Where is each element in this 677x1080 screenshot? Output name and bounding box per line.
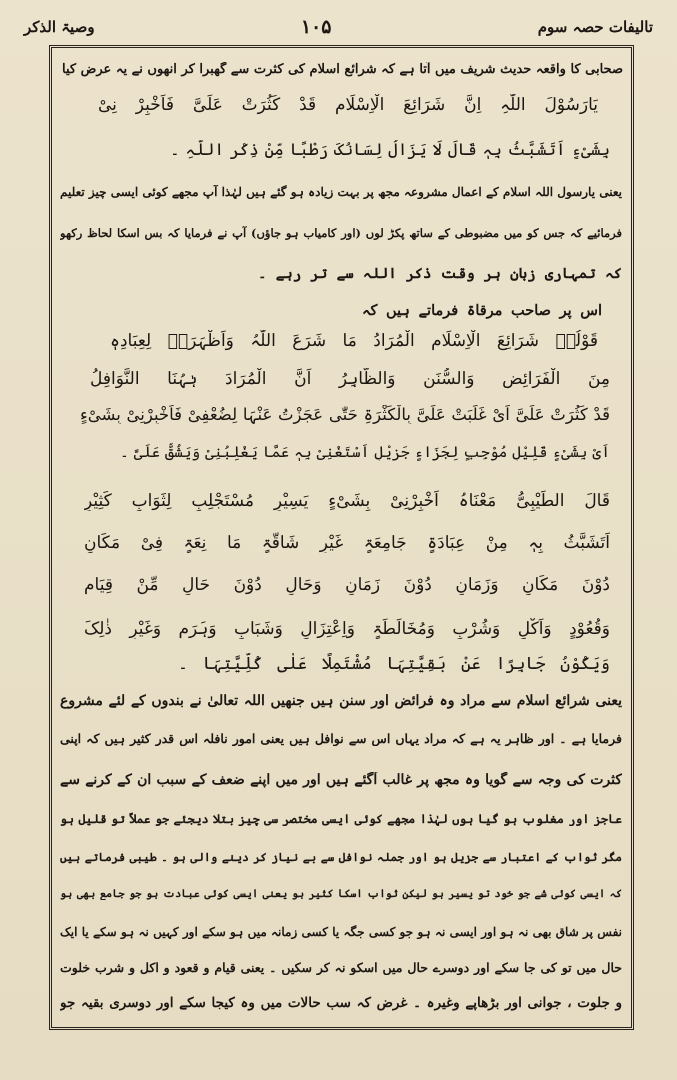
header-section-title: وصیۃ الذکر — [24, 18, 95, 36]
text-line: کہ ایسی کوئی شے جو خود تو یسیر ہو لیکن ثواب اسکا کثیر ہو یعنی ایسی کوئی عبادت ہو جو جامع بھی ہو — [60, 888, 622, 900]
text-line: و جلوت ، جوانی اور بڑھاپے وغیرہ ۔ غرض کہ سب حالات میں وہ کیجا سکے اور دوسری بقیہ جو — [60, 995, 622, 1011]
arabic-line: اَیْ بِشَیْءٍ قَلِیْلٍ مُوْجِبٍ لِجَزَاءٍ جَزِیْلٍ اَسْتَغْنِیْ بِہٖ عَمَّا یَغْلِبُنِیْ وَیَشُقُّ عَلَیَّ ۔ — [120, 443, 610, 461]
text-line: مگر ثواب کے اعتبار سے جزیل ہو اور جملہ نوافل سے بے نیاز کر دینے والی ہو ۔ طیبی فرماتے ہیں — [60, 850, 622, 864]
text-line: حال میں تو کی جا سکے اور دوسرے حال میں اسکو نہ کر سکیں ۔ یعنی قیام و قعود و اکل و شرب خلوت — [60, 960, 622, 975]
arabic-line: بِشَیْءٍ اَتَشَبَّثُ بِہٖ قَالَ لَا یَزَالُ لِسَانُکَ رَطْبًا مِّنْ ذِکْرِ اللّٰہِ ۔ — [170, 140, 610, 159]
arabic-line: یَارَسُوْلَ اللّٰہِ اِنَّ شَرَائِعَ الْاِسْلَامِ قَدْ کَثُرَتْ عَلَیَّ فَاَخْبِرْ نِیْ — [98, 95, 598, 115]
text-line: فرمائیے کہ جس کو میں مضبوطی کے ساتھ پکڑ لوں (اور کامیاب ہو جاؤں) آپ نے فرمایا کہ بس اسکا لحاظ رکھو — [60, 226, 622, 240]
text-line: کہ تمہاری زبان ہر وقت ذکر اللہ سے تر رہے ۔ — [258, 265, 622, 282]
arabic-line: وَیَکُوْنُ جَابِرًا عَنْ بَقِیَّتِہَا مُشْتَمِلًا عَلٰی کُلِّیَّتِہَا ۔ — [178, 654, 610, 674]
arabic-line: قَالَ الطِّیْبِیُّ مَعْنَاہُ اَخْبِرْنِیْ بِشَیْءٍ یَسِیْرٍ مُسْتَجْلِبٍ لِثَوَابٍ کَثِیْرٍ — [84, 491, 610, 511]
arabic-line: قَدْ کَثُرَتْ عَلَیَّ اَیْ غَلَبَتْ عَلَیَّ بِالْکَثْرَۃِ حَتّٰی عَجَزْتُ عَنْہَا لِضُعْفِیْ فَاَخْبِرْنِیْ بِشَیْءٍ — [80, 405, 610, 424]
header-book-title: تالیفات حصہ سوم — [537, 18, 653, 36]
arabic-line: دُوْنَ مَکَانٍ وَزَمَانٍ دُوْنَ زَمَانٍ وَحَالٍ دُوْنَ حَالٍ مِّنْ قِیَامٍ — [84, 575, 610, 595]
text-line: یعنی یارسول اللہ اسلام کے اعمال مشروعہ مجھ پر بہت زیادہ ہو گئے ہیں لہٰذا آپ مجھے کوئی ایسی چیز تعلیم — [60, 185, 622, 199]
text-line: کثرت کی وجہ سے گویا وہ مجھ پر غالب آگئے ہیں اور میں اپنے ضعف کے سبب ان کے کرنے سے — [60, 772, 622, 788]
arabic-line: مِنَ الْفَرَائِضِ وَالسُّنَنِ وَالظَّاہِرُ اَنَّ الْمُرَادَ ہٰہُنَا النَّوَافِلُ — [90, 369, 610, 389]
text-line: نفس پر شاق بھی نہ ہو اور ایسی نہ ہو جو کسی جگہ یا کسی زمانہ میں ہو سکے اور کہیں نہ ہو سکے یا ایک — [60, 925, 622, 939]
page-number: ۱۰۵ — [300, 16, 332, 38]
arabic-line: قَوْلُہٗ شَرَائِعَ الْاِسْلَامِ الْمُرَادُ مَا شَرَعَ اللّٰہُ وَاَظْہَرَہٗ لِعِبَادِہٖ — [110, 331, 598, 351]
text-line: یعنی شرائع اسلام سے مراد وہ فرائض اور سنن ہیں جنھیں اللہ تعالیٰ نے بندوں کے لئے مشروع — [60, 693, 622, 709]
arabic-line: وَقُعُوْدٍ وَاَکْلٍ وَشُرْبٍ وَمُخَالَطَۃٍ وَاِعْتِزَالٍ وَشَبَابٍ وَہَرَمٍ وَغَیْرِ ذٰلِکَ — [84, 619, 610, 639]
text-line: فرمایا ہے ۔ اور ظاہر یہ ہے کہ مراد یہاں اس سے نوافل ہیں یعنی امور نافلہ اس قدر کثیر ہیں کہ اپنی — [60, 731, 622, 746]
running-header — [24, 10, 653, 44]
text-line: صحابی کا واقعہ حدیث شریف میں آتا ہے کہ شرائع اسلام کی کثرت سے گھبرا کر انھوں نے یہ عرض کیا — [62, 62, 623, 77]
text-line: عاجز اور مغلوب ہو گیا ہوں لہٰذا مجھے کوئی ایسی مختصر سی چیز بتلا دیجئے جو عملاً تو قلیل ہو — [60, 812, 622, 826]
text-line: اس پر صاحب مرقاۃ فرماتے ہیں کہ — [362, 302, 602, 319]
arabic-line: اَتَشَبَّثُ بِہٖ مِنْ عِبَادَۃٍ جَامِعَۃٍ غَیْرِ شَاقَّۃٍ مَا نِعَۃٍ فِیْ مَکَانٍ — [84, 533, 610, 553]
